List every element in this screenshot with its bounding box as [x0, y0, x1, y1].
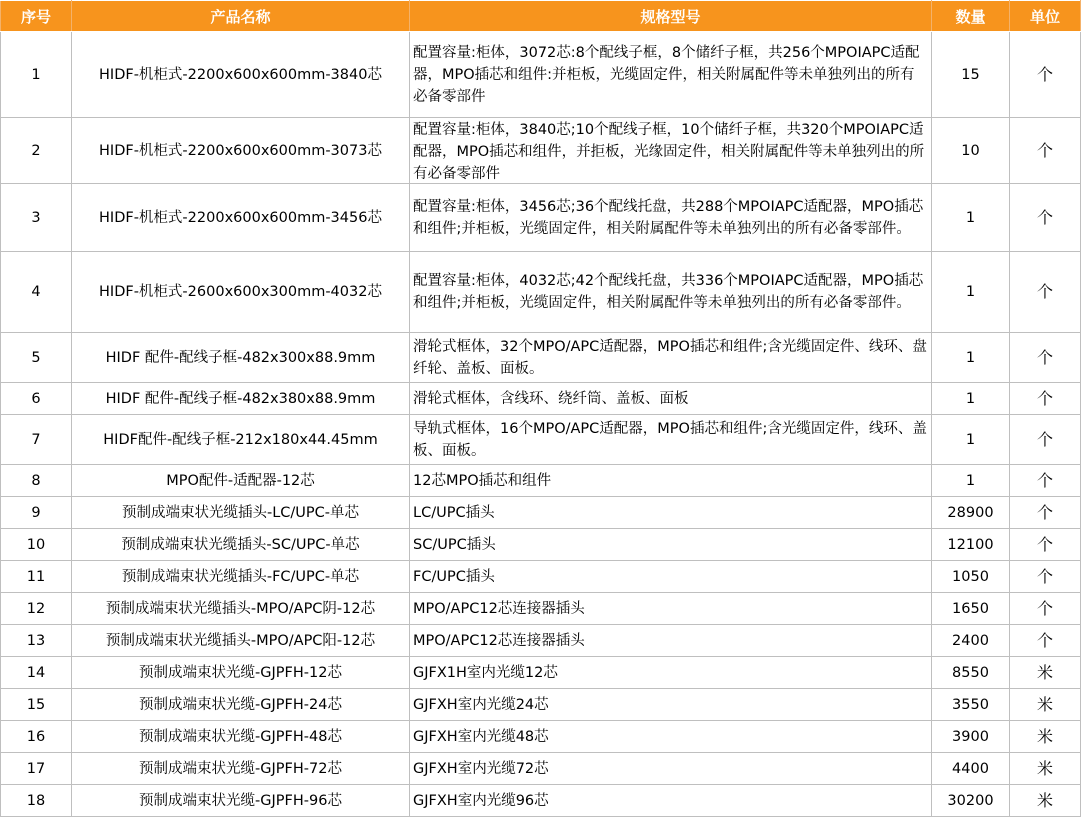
- header-unit: 单位: [1010, 1, 1081, 32]
- cell-qty: [932, 753, 1010, 785]
- cell-no-text: 13: [26, 632, 46, 649]
- header-row: [1, 1, 1081, 32]
- cell-spec: [410, 383, 932, 415]
- cell-unit: [1010, 497, 1081, 529]
- table-row: [1, 184, 1081, 252]
- cell-unit-text: 个: [1036, 388, 1053, 408]
- cell-unit-text: 个: [1036, 282, 1053, 301]
- cell-unit: [1010, 333, 1081, 383]
- cell-no: [1, 721, 72, 753]
- cell-spec-text: 滑轮式框体，32个MPO/APC适配器，MPO插芯和组件;含光缆固定件、线环、盘纤轮、盖板、面板。: [413, 338, 927, 377]
- cell-qty: [932, 184, 1010, 252]
- cell-qty-text: 1: [965, 209, 976, 226]
- cell-spec: [410, 689, 932, 721]
- table-row: [1, 625, 1081, 657]
- header-no: 序号: [1, 1, 72, 32]
- table-row: [1, 497, 1081, 529]
- cell-qty: [932, 415, 1010, 465]
- cell-qty: [932, 657, 1010, 689]
- cell-unit-text: 个: [1036, 140, 1053, 160]
- table-row: [1, 118, 1081, 184]
- cell-qty-text: 1050: [952, 568, 989, 585]
- cell-no: [1, 415, 72, 465]
- cell-unit: [1010, 689, 1081, 721]
- cell-unit: [1010, 118, 1081, 184]
- table-row: [1, 465, 1081, 497]
- cell-unit: [1010, 465, 1081, 497]
- cell-name-text: HIDF 配件-配线子框-482x380x88.9mm: [105, 390, 376, 407]
- cell-unit: [1010, 657, 1081, 689]
- cell-unit-text: 个: [1036, 347, 1053, 367]
- cell-name-text: 预制成端束状光缆-GJPFH-96芯: [139, 792, 342, 809]
- cell-spec-text: MPO/APC12芯连接器插头: [413, 600, 585, 617]
- cell-spec: [410, 333, 932, 383]
- cell-name-text: 预制成端束状光缆-GJPFH-12芯: [139, 664, 342, 681]
- cell-qty: [932, 497, 1010, 529]
- cell-spec: [410, 415, 932, 465]
- cell-name: [72, 593, 410, 625]
- cell-unit: [1010, 785, 1081, 817]
- cell-qty: [932, 333, 1010, 383]
- header-qty: 数量: [932, 1, 1010, 32]
- cell-name-text: 预制成端束状光缆插头-FC/UPC-单芯: [121, 568, 360, 585]
- cell-name: [72, 753, 410, 785]
- cell-unit: [1010, 529, 1081, 561]
- cell-unit: [1010, 721, 1081, 753]
- cell-no: [1, 184, 72, 252]
- cell-name: [72, 252, 410, 333]
- cell-qty: [932, 785, 1010, 817]
- cell-no-text: 9: [31, 504, 41, 521]
- cell-spec-text: FC/UPC插头: [413, 568, 495, 585]
- cell-spec: [410, 625, 932, 657]
- cell-name-text: 预制成端束状光缆插头-SC/UPC-单芯: [121, 536, 360, 553]
- cell-spec: [410, 465, 932, 497]
- cell-unit: [1010, 415, 1081, 465]
- cell-name: [72, 657, 410, 689]
- cell-name-text: 预制成端束状光缆-GJPFH-24芯: [139, 696, 342, 713]
- cell-no: [1, 333, 72, 383]
- cell-no-text: 10: [26, 536, 46, 553]
- cell-spec-text: GJFX1H室内光缆12芯: [413, 664, 558, 681]
- cell-name-text: 预制成端束状光缆插头-LC/UPC-单芯: [121, 504, 360, 521]
- table-row: [1, 753, 1081, 785]
- table-body: [1, 32, 1081, 817]
- cell-name-text: HIDF-机柜式-2200x600x600mm-3456芯: [99, 209, 382, 226]
- cell-spec: [410, 657, 932, 689]
- cell-name-text: HIDF配件-配线子框-212x180x44.45mm: [103, 431, 378, 448]
- cell-unit: [1010, 252, 1081, 333]
- cell-name-text: HIDF 配件-配线子框-482x300x88.9mm: [105, 349, 376, 366]
- cell-qty: [932, 32, 1010, 118]
- cell-unit-text: 个: [1036, 502, 1053, 522]
- table-row: [1, 333, 1081, 383]
- cell-name: [72, 32, 410, 118]
- table-row: [1, 383, 1081, 415]
- cell-qty: [932, 465, 1010, 497]
- cell-qty: [932, 118, 1010, 184]
- cell-no: [1, 32, 72, 118]
- table-row: [1, 593, 1081, 625]
- cell-name-text: MPO配件-适配器-12芯: [166, 472, 315, 489]
- header-name: 产品名称: [72, 1, 410, 32]
- cell-spec-text: GJFXH室内光缆96芯: [413, 792, 549, 809]
- cell-no-text: 14: [26, 664, 46, 681]
- cell-no-text: 11: [26, 568, 46, 585]
- cell-spec: [410, 184, 932, 252]
- cell-spec-text: 配置容量:柜体，3456芯;36个配线托盘，共288个MPOIAPC适配器，MPO插芯和组件;并柜板，光缆固定件，相关附属配件等未单独列出的所有必备零部件。: [413, 198, 924, 237]
- cell-unit: [1010, 32, 1081, 118]
- cell-spec: [410, 561, 932, 593]
- cell-unit: [1010, 753, 1081, 785]
- cell-no: [1, 753, 72, 785]
- cell-name-text: 预制成端束状光缆-GJPFH-72芯: [139, 760, 342, 777]
- cell-qty-text: 1: [965, 472, 976, 489]
- cell-no-text: 5: [31, 349, 41, 366]
- cell-name: [72, 785, 410, 817]
- cell-no-text: 12: [26, 600, 46, 617]
- cell-spec-text: 滑轮式框体，含线环、绕纤筒、盖板、面板: [413, 390, 689, 407]
- table-row: [1, 721, 1081, 753]
- cell-spec: [410, 32, 932, 118]
- cell-qty-text: 30200: [947, 792, 994, 809]
- cell-spec: [410, 785, 932, 817]
- cell-qty: [932, 593, 1010, 625]
- cell-qty-text: 1: [965, 349, 976, 366]
- cell-unit-text: 个: [1036, 534, 1053, 554]
- cell-qty: [932, 252, 1010, 333]
- cell-no-text: 1: [31, 66, 41, 83]
- cell-qty: [932, 721, 1010, 753]
- table-row: [1, 657, 1081, 689]
- cell-qty-text: 10: [961, 142, 980, 159]
- cell-spec-text: GJFXH室内光缆72芯: [413, 760, 549, 777]
- cell-name: [72, 561, 410, 593]
- table-row: [1, 252, 1081, 333]
- cell-qty-text: 4400: [952, 760, 989, 777]
- cell-no-text: 16: [26, 728, 46, 745]
- cell-unit: [1010, 383, 1081, 415]
- cell-unit: [1010, 561, 1081, 593]
- cell-no-text: 17: [26, 760, 46, 777]
- cell-qty-text: 15: [961, 66, 980, 83]
- cell-no: [1, 625, 72, 657]
- cell-no: [1, 689, 72, 721]
- cell-qty-text: 2400: [952, 632, 989, 649]
- cell-no: [1, 465, 72, 497]
- cell-qty-text: 1: [965, 390, 976, 407]
- cell-name: [72, 383, 410, 415]
- cell-name-text: 预制成端束状光缆插头-MPO/APC阳-12芯: [105, 632, 376, 649]
- cell-spec: [410, 529, 932, 561]
- cell-spec: [410, 497, 932, 529]
- cell-spec-text: GJFXH室内光缆24芯: [413, 696, 549, 713]
- cell-name: [72, 721, 410, 753]
- cell-name: [72, 529, 410, 561]
- cell-unit: [1010, 625, 1081, 657]
- cell-no: [1, 529, 72, 561]
- cell-unit-text: 米: [1036, 790, 1053, 810]
- cell-qty-text: 1650: [952, 600, 989, 617]
- cell-spec: [410, 118, 932, 184]
- cell-spec-text: LC/UPC插头: [413, 504, 495, 521]
- cell-spec-text: GJFXH室内光缆48芯: [413, 728, 549, 745]
- cell-spec-text: MPO/APC12芯连接器插头: [413, 632, 585, 649]
- cell-unit-text: 个: [1036, 207, 1053, 227]
- cell-unit-text: 米: [1036, 726, 1053, 746]
- cell-qty-text: 28900: [947, 504, 994, 521]
- cell-qty-text: 12100: [947, 536, 994, 553]
- table-row: [1, 529, 1081, 561]
- cell-spec: [410, 721, 932, 753]
- cell-spec-text: 导轨式框体，16个MPO/APC适配器，MPO插芯和组件;含光缆固定件，线环、盖板、面板。: [413, 420, 927, 459]
- cell-unit-text: 米: [1036, 694, 1053, 714]
- cell-no-text: 8: [31, 472, 41, 489]
- cell-qty-text: 1: [965, 284, 976, 300]
- cell-name-text: HIDF-机柜式-2600x600x300mm-4032芯: [99, 284, 382, 300]
- cell-name: [72, 415, 410, 465]
- cell-no-text: 3: [31, 209, 41, 226]
- cell-qty: [932, 529, 1010, 561]
- cell-unit-text: 个: [1036, 64, 1053, 84]
- cell-unit-text: 个: [1036, 630, 1053, 650]
- cell-no-text: 18: [26, 792, 46, 809]
- cell-spec: [410, 252, 932, 333]
- cell-unit-text: 个: [1036, 598, 1053, 618]
- table-row: [1, 415, 1081, 465]
- cell-no: [1, 497, 72, 529]
- table-row: [1, 785, 1081, 817]
- cell-qty: [932, 561, 1010, 593]
- cell-unit: [1010, 184, 1081, 252]
- cell-spec-text: 配置容量:柜体，4032芯;42个配线托盘，共336个MPOIAPC适配器，MPO插芯和组件;并柜板，光缆固定件，相关附属配件等未单独列出的所有必备零部件。: [413, 273, 924, 311]
- cell-no: [1, 785, 72, 817]
- cell-name: [72, 465, 410, 497]
- table-row: [1, 561, 1081, 593]
- cell-qty-text: 1: [965, 431, 976, 448]
- cell-unit-text: 个: [1036, 566, 1053, 586]
- cell-no: [1, 593, 72, 625]
- header-spec: 规格型号: [410, 1, 932, 32]
- cell-name-text: 预制成端束状光缆-GJPFH-48芯: [139, 728, 342, 745]
- cell-name: [72, 689, 410, 721]
- cell-no-text: 15: [26, 696, 46, 713]
- table-row: [1, 689, 1081, 721]
- cell-spec-text: SC/UPC插头: [413, 536, 496, 553]
- table-row: [1, 32, 1081, 118]
- cell-no: [1, 383, 72, 415]
- cell-spec: [410, 593, 932, 625]
- cell-name: [72, 333, 410, 383]
- cell-name-text: 预制成端束状光缆插头-MPO/APC阴-12芯: [105, 600, 376, 617]
- cell-unit-text: 个: [1036, 429, 1053, 449]
- cell-name: [72, 184, 410, 252]
- cell-no-text: 6: [31, 390, 41, 407]
- cell-spec-text: 配置容量:柜体，3840芯;10个配线子框，10个储纤子框，共320个MPOIAPC适配器，MPO插芯和组件，并拒板，光缘固定件，相关附属配件等未单独列出的所有必备零部件: [413, 121, 925, 182]
- cell-no: [1, 252, 72, 333]
- cell-no-text: 4: [31, 284, 41, 300]
- cell-qty: [932, 625, 1010, 657]
- cell-no: [1, 561, 72, 593]
- cell-spec-text: 配置容量:柜体，3072芯:8个配线子框，8个储纤子框，共256个MPOIAPC适配器，MPO插芯和组件:并柜板，光缆固定件，相关附属配件等未单独列出的所有必备零部件: [413, 44, 920, 105]
- cell-unit-text: 个: [1036, 470, 1053, 490]
- cell-unit-text: 米: [1036, 758, 1053, 778]
- cell-name: [72, 497, 410, 529]
- cell-name-text: HIDF-机柜式-2200x600x600mm-3073芯: [99, 142, 382, 159]
- cell-no: [1, 657, 72, 689]
- cell-name-text: HIDF-机柜式-2200x600x600mm-3840芯: [99, 66, 382, 83]
- cell-no-text: 7: [31, 431, 41, 448]
- cell-unit-text: 米: [1036, 662, 1053, 682]
- cell-name: [72, 118, 410, 184]
- cell-name: [72, 625, 410, 657]
- cell-unit: [1010, 593, 1081, 625]
- cell-no-text: 2: [31, 142, 41, 159]
- cell-spec-text: 12芯MPO插芯和组件: [413, 472, 552, 489]
- cell-qty-text: 3900: [952, 728, 989, 745]
- cell-no: [1, 118, 72, 184]
- cell-qty: [932, 383, 1010, 415]
- cell-spec: [410, 753, 932, 785]
- cell-qty-text: 8550: [952, 664, 989, 681]
- cell-qty: [932, 689, 1010, 721]
- cell-qty-text: 3550: [952, 696, 989, 713]
